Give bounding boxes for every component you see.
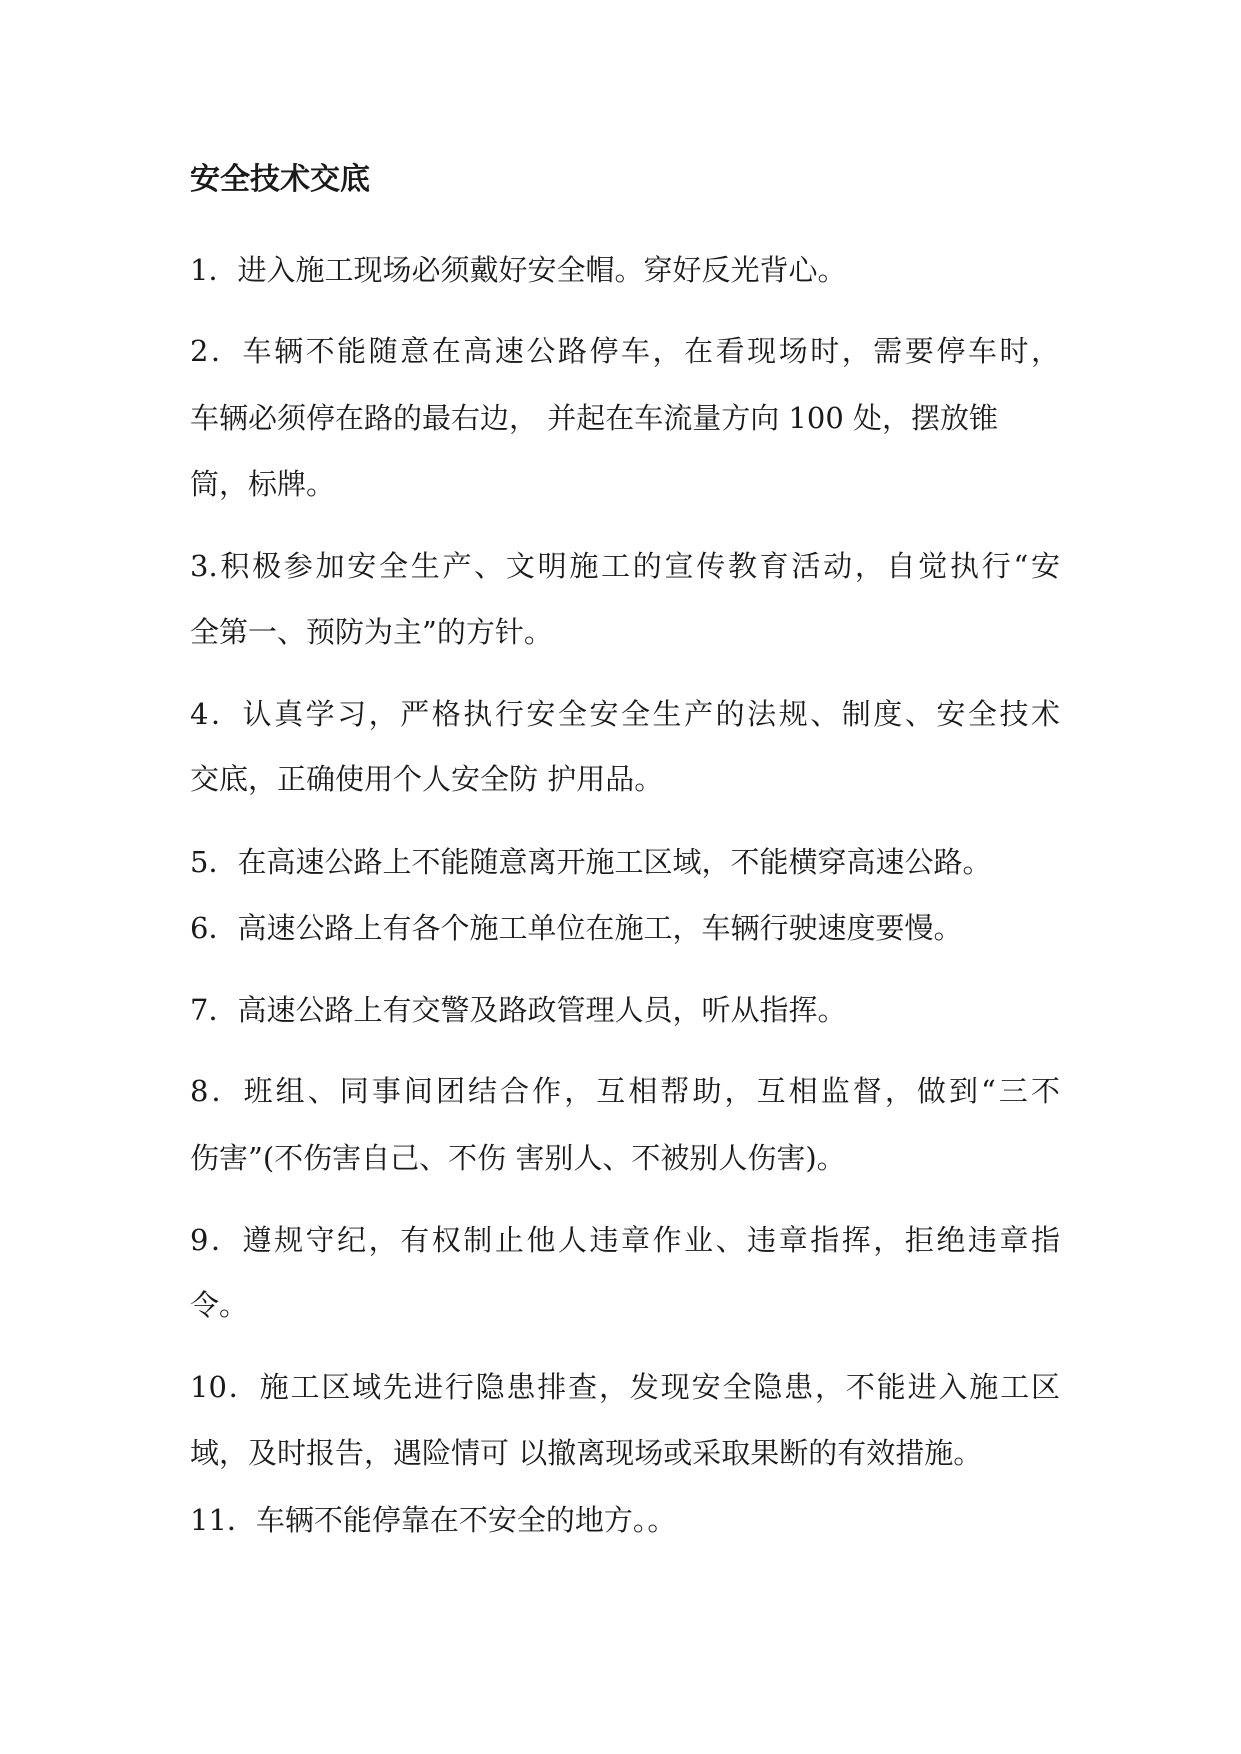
item-9-line-2: 令。 [190, 1288, 249, 1322]
item-4-line-2: 交底，正确使用个人安全防 护用品。 [190, 762, 664, 796]
item-9-line-1: 9．遵规守纪，有权制止他人违章作业、违章指挥，拒绝违章指 [190, 1223, 1060, 1257]
item-8-line-2: 伤害”(不伤害自己、不伤 害别人、不被别人伤害)。 [190, 1141, 846, 1175]
item-5-line-1: 5．在高速公路上不能随意离开施工区域，不能横穿高速公路。 [190, 845, 992, 879]
item-3-line-1: 3.积极参加安全生产、文明施工的宣传教育活动，自觉执行“安 [190, 549, 1060, 583]
document-title: 安全技术交底 [190, 162, 370, 197]
item-1-line-1: 1．进入施工现场必须戴好安全帽。穿好反光背心。 [190, 253, 847, 287]
item-10-line-2: 域，及时报告，遇险情可 以撤离现场或采取果断的有效措施。 [190, 1436, 983, 1470]
item-6-line-1: 6．高速公路上有各个施工单位在施工，车辆行驶速度要慢。 [190, 911, 963, 945]
item-2-line-1: 2．车辆不能随意在高速公路停车，在看现场时，需要停车时， [190, 334, 1060, 368]
item-8-line-1: 8．班组、同事间团结合作，互相帮助，互相监督，做到“三不 [190, 1074, 1060, 1108]
item-7-line-1: 7．高速公路上有交警及路政管理人员，听从指挥。 [190, 993, 847, 1027]
item-2-line-3: 筒，标牌。 [190, 467, 336, 501]
item-2-line-2: 车辆必须停在路的最右边， 并起在车流量方向 100 处，摆放锥 [190, 401, 999, 435]
item-4-line-1: 4．认真学习，严格执行安全安全生产的法规、制度、安全技术 [190, 697, 1060, 731]
item-3-line-2: 全第一、预防为主”的方针。 [190, 615, 553, 649]
item-10-line-1: 10．施工区域先进行隐患排查，发现安全隐患，不能进入施工区 [190, 1370, 1060, 1404]
item-11-line-1: 11．车辆不能停靠在不安全的地方。。 [190, 1503, 677, 1537]
